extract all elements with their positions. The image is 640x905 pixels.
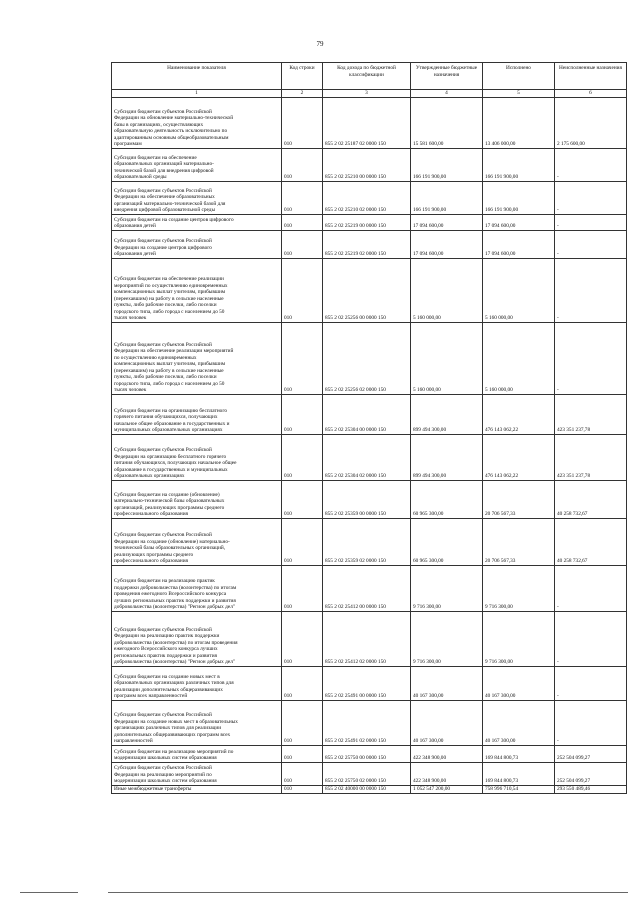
table-row [112, 762, 627, 785]
indicator-name-line: организаций, реализующих программы среднего [114, 504, 225, 511]
header-indicator-name: Наименование показателя [112, 63, 282, 90]
indicator-name-line: Субсидии бюджетам на создание новых мест в [114, 673, 220, 680]
indicator-name-cell [112, 785, 282, 793]
indicator-name-line: городского типа, либо города с населением до 50 [114, 308, 225, 315]
indicator-name-line: Федерации на обновление материально-технической [114, 115, 234, 121]
indicator-name-line: региональных практик поддержки и развития [114, 652, 217, 659]
budget-code-cell: 855 2 02 25491 02 0000 150 [323, 700, 411, 745]
indicator-name-cell [112, 480, 282, 518]
table-row [112, 518, 627, 565]
indicator-name-line: технической базы образовательных организаций, [114, 545, 226, 551]
budget-code-cell: 855 2 02 25304 02 0000 150 [323, 434, 411, 480]
executed-amount-cell: 169 844 800,73 [483, 762, 555, 785]
approved-amount-cell: 422 348 900,00 [411, 762, 483, 785]
budget-code-cell: 855 2 02 25750 02 0000 150 [323, 762, 411, 785]
indicator-name-line: образовательных организациях [114, 473, 185, 479]
indicator-name-line: образовательных организациях различных типов для [114, 680, 234, 686]
indicator-name-cell [112, 565, 282, 611]
line-code-cell: 010 [282, 214, 323, 230]
indicator-name-line: Субсидии бюджетам на реализацию мероприятий по [114, 748, 234, 755]
indicator-name-cell [112, 611, 282, 666]
indicator-name-cell [112, 258, 282, 322]
table-row [112, 148, 627, 181]
approved-amount-cell: 40 167 300,00 [411, 700, 483, 745]
line-code-cell: 010 [282, 762, 323, 785]
remaining-amount-cell: - [555, 611, 627, 666]
budget-code-cell: 855 2 02 40000 00 0000 150 [323, 785, 411, 793]
indicator-name-line: Федерации на реализацию мероприятий по [114, 771, 212, 778]
executed-amount-cell: 5 160 000,00 [483, 322, 555, 394]
indicator-name-line: горячего питания обучающихся, получающих [114, 414, 218, 420]
indicator-name-line: тысяч человек [114, 387, 147, 393]
indicator-name-line: дополнительных общеразвивающих программ всех [114, 731, 231, 738]
executed-amount-cell: 20 706 567,33 [483, 480, 555, 518]
column-number-row [112, 90, 627, 98]
line-code-cell: 010 [282, 518, 323, 565]
column-number: 4 [411, 90, 483, 98]
indicator-name-line: Федерации на реализацию практик поддержки [114, 633, 220, 639]
remaining-amount-cell: - [555, 322, 627, 394]
indicator-name-line: образовательной среды [114, 174, 167, 180]
approved-amount-cell: 899 494 300,00 [411, 394, 483, 434]
executed-amount-cell: 40 167 300,00 [483, 700, 555, 745]
budget-code-cell: 855 2 02 25491 00 0000 150 [323, 666, 411, 700]
indicator-name-cell [112, 148, 282, 181]
header-remaining: Неисполненные назначения [555, 63, 627, 90]
table-row [112, 230, 627, 258]
remaining-amount-cell: - [555, 666, 627, 700]
remaining-amount-cell: 423 351 237,78 [555, 394, 627, 434]
remaining-amount-cell: 2 175 600,00 [555, 97, 627, 148]
table-body [112, 97, 627, 793]
approved-amount-cell: 40 167 300,00 [411, 666, 483, 700]
budget-code-cell: 855 2 02 25750 00 0000 150 [323, 745, 411, 762]
column-number: 5 [483, 90, 555, 98]
indicator-name-line: Субсидии бюджетам субъектов Российской [114, 532, 212, 538]
line-code-cell: 010 [282, 700, 323, 745]
indicator-name-line: образования детей [114, 223, 156, 229]
approved-amount-cell: 166 191 900,00 [411, 181, 483, 214]
line-code-cell: 010 [282, 97, 323, 148]
indicator-name-cell [112, 230, 282, 258]
remaining-amount-cell: 293 550 489,46 [555, 785, 627, 793]
table-row [112, 785, 627, 793]
table-row [112, 666, 627, 700]
line-code-cell: 010 [282, 148, 323, 181]
indicator-name-line: Субсидии бюджетам субъектов Российской [114, 108, 212, 115]
indicator-name-line: добровольчества (волонтерства) "Регион добрых дел" [114, 604, 236, 610]
indicator-name-line: Субсидии бюджетам на реализацию практик [114, 578, 215, 584]
line-code-cell: 010 [282, 666, 323, 700]
approved-amount-cell: 166 191 900,00 [411, 148, 483, 181]
indicator-name-line: Федерации на создание новых мест в образовательных [114, 718, 238, 725]
indicator-name-line: добровольчества (волонтерства) "Регион добрых дел" [114, 659, 236, 665]
column-number: 6 [555, 90, 627, 98]
indicator-name-cell [112, 214, 282, 230]
line-code-cell: 010 [282, 181, 323, 214]
indicator-name-line: Федерации на создание центров цифрового [114, 244, 212, 251]
indicator-name-line: Субсидии бюджетам на обеспечение реализации [114, 276, 224, 282]
indicator-name-line: программ всех направленностей [114, 693, 188, 699]
executed-amount-cell: 476 143 062,22 [483, 394, 555, 434]
table-row [112, 434, 627, 480]
indicator-name-cell [112, 745, 282, 762]
indicator-name-line: пункты, либо рабочие поселки, либо поселки [114, 374, 217, 380]
budget-code-cell: 855 2 02 25304 00 0000 150 [323, 394, 411, 434]
indicator-name-cell [112, 518, 282, 565]
executed-amount-cell: 40 167 300,00 [483, 666, 555, 700]
line-code-cell: 010 [282, 785, 323, 793]
remaining-amount-cell: - [555, 565, 627, 611]
indicator-name-line: муниципальных образовательных организациях [114, 427, 223, 433]
indicator-name-line: базы в организациях, осуществляющих [114, 121, 204, 128]
indicator-name-line: лучших региональных практик поддержки и развития [114, 597, 236, 604]
indicator-name-line: Иные межбюджетные трансферты [114, 786, 192, 792]
remaining-amount-cell: 40 258 732,67 [555, 518, 627, 565]
line-code-cell: 010 [282, 611, 323, 666]
executed-amount-cell: 13 406 000,00 [483, 97, 555, 148]
indicator-name-line: тысяч человек [114, 315, 147, 321]
indicator-name-line: начальное общее образование в государственных и [114, 420, 230, 427]
indicator-name-cell [112, 700, 282, 745]
indicator-name-line: городского типа, либо города с населением до 50 [114, 380, 225, 387]
indicator-name-line: Субсидии бюджетам субъектов Российской [114, 187, 212, 194]
approved-amount-cell: 9 716 300,00 [411, 611, 483, 666]
indicator-name-line: (переехавшим) на работу в сельские населенные [114, 367, 224, 374]
indicator-name-line: адаптированным основным общеобразовательным [114, 134, 229, 141]
header-executed: Исполнено [483, 63, 555, 90]
indicator-name-line: внедрения цифровой образовательной среды [114, 207, 216, 213]
indicator-name-line: компенсационных выплат учителям, прибывшим [114, 289, 226, 295]
line-code-cell: 010 [282, 434, 323, 480]
budget-code-cell: 855 2 02 25256 00 0000 150 [323, 258, 411, 322]
table-row [112, 611, 627, 666]
indicator-name-line: программам [114, 141, 142, 147]
table-row [112, 258, 627, 322]
indicator-name-line: Субсидии бюджетам субъектов Российской [114, 626, 212, 633]
indicator-name-line: проведения ежегодного Всероссийского конкурса [114, 591, 227, 597]
indicator-name-line: Субсидии бюджетам субъектов Российской [114, 765, 212, 771]
indicator-name-line: Субсидии бюджетам на обеспечение [114, 154, 197, 161]
executed-amount-cell: 17 094 600,00 [483, 214, 555, 230]
indicator-name-line: добровольчества (волонтерства) по итогам проведения [114, 639, 238, 646]
table-row [112, 394, 627, 434]
executed-amount-cell: 17 094 600,00 [483, 230, 555, 258]
indicator-name-cell [112, 97, 282, 148]
line-code-cell: 010 [282, 565, 323, 611]
indicator-name-line: организациях различных типов для реализации [114, 725, 222, 731]
indicator-name-line: модернизации школьных систем образования [114, 778, 217, 784]
approved-amount-cell: 899 494 300,00 [411, 434, 483, 480]
remaining-amount-cell: - [555, 214, 627, 230]
remaining-amount-cell: - [555, 181, 627, 214]
header-approved: Утвержденные бюджетные назначения [411, 63, 483, 90]
line-code-cell: 010 [282, 258, 323, 322]
footer-rule [108, 892, 628, 893]
budget-code-cell: 855 2 02 25412 00 0000 150 [323, 565, 411, 611]
header-line-code: Код строки [282, 63, 323, 90]
indicator-name-line: ежегодного Всероссийского конкурса лучших [114, 646, 218, 652]
approved-amount-cell: 422 348 900,00 [411, 745, 483, 762]
indicator-name-line: компенсационных выплат учителям, прибывшим [114, 361, 226, 367]
remaining-amount-cell: 423 351 237,78 [555, 434, 627, 480]
line-code-cell: 010 [282, 745, 323, 762]
approved-amount-cell: 15 581 600,00 [411, 97, 483, 148]
indicator-name-line: Субсидии бюджетам субъектов Российской [114, 341, 212, 348]
page-number: 79 [316, 40, 324, 48]
approved-amount-cell: 1 052 547 200,00 [411, 785, 483, 793]
remaining-amount-cell: 252 504 099,27 [555, 745, 627, 762]
indicator-name-line: профессионального образования [114, 558, 188, 564]
indicator-name-line: пункты, либо рабочие поселки, либо поселки [114, 302, 217, 308]
indicator-name-line: Субсидии бюджетам на создание (обновление) [114, 491, 220, 498]
indicator-name-line: образования детей [114, 251, 156, 257]
line-code-cell: 010 [282, 230, 323, 258]
indicator-name-line: Федерации на обеспечение образовательных [114, 194, 215, 200]
budget-code-cell: 855 2 02 25210 00 0000 150 [323, 148, 411, 181]
indicator-name-line: реализации дополнительных общеразвивающих [114, 686, 223, 693]
indicator-name-line: Федерации на создание (обновление) материально- [114, 538, 230, 545]
indicator-name-cell [112, 322, 282, 394]
table-header-row [112, 63, 627, 90]
executed-amount-cell: 20 706 567,33 [483, 518, 555, 565]
approved-amount-cell: 17 094 600,00 [411, 214, 483, 230]
indicator-name-line: материально-технической базы образовательных [114, 498, 225, 504]
table-row [112, 700, 627, 745]
remaining-amount-cell: 40 258 732,67 [555, 480, 627, 518]
indicator-name-line: питания обучающихся, получающих начальное общее [114, 460, 237, 466]
executed-amount-cell: 5 160 000,00 [483, 258, 555, 322]
budget-code-cell: 855 2 02 25210 02 0000 150 [323, 181, 411, 214]
column-number: 3 [323, 90, 411, 98]
table-row [112, 322, 627, 394]
indicator-name-line: Субсидии бюджетам субъектов Российской [114, 712, 212, 718]
budget-code-cell: 855 2 02 25359 00 0000 150 [323, 480, 411, 518]
line-code-cell: 010 [282, 394, 323, 434]
table-row [112, 745, 627, 762]
indicator-name-line: реализующих программы среднего [114, 551, 194, 558]
indicator-name-line: образовательных организаций материально- [114, 161, 214, 167]
executed-amount-cell: 169 844 800,73 [483, 745, 555, 762]
column-number: 2 [282, 90, 323, 98]
budget-code-cell: 855 2 02 25219 02 0000 150 [323, 230, 411, 258]
table-row [112, 565, 627, 611]
approved-amount-cell: 17 094 600,00 [411, 230, 483, 258]
indicator-name-cell [112, 666, 282, 700]
remaining-amount-cell: - [555, 230, 627, 258]
budget-code-cell: 855 2 02 25187 02 0000 150 [323, 97, 411, 148]
indicator-name-line: Субсидии бюджетам на создание центров цифрового [114, 216, 234, 223]
approved-amount-cell: 9 716 300,00 [411, 565, 483, 611]
executed-amount-cell: 758 996 710,54 [483, 785, 555, 793]
indicator-name-line: Субсидии бюджетам субъектов Российской [114, 238, 212, 244]
indicator-name-line: (переехавшим) на работу в сельские населенные [114, 295, 224, 302]
budget-code-cell: 855 2 02 25359 02 0000 150 [323, 518, 411, 565]
executed-amount-cell: 9 716 300,00 [483, 611, 555, 666]
indicator-name-line: профессионального образования [114, 511, 188, 517]
indicator-name-line: организаций материально-технической базой для [114, 200, 226, 207]
indicator-name-line: Субсидии бюджетам субъектов Российской [114, 447, 212, 453]
indicator-name-line: Федерации на обеспечение реализации мероприятий [114, 348, 234, 354]
approved-amount-cell: 5 160 000,00 [411, 258, 483, 322]
indicator-name-cell [112, 394, 282, 434]
executed-amount-cell: 166 191 900,00 [483, 148, 555, 181]
column-number: 1 [112, 90, 282, 98]
budget-code-cell: 855 2 02 25256 02 0000 150 [323, 322, 411, 394]
header-budget-code: Код дохода по бюджетной классификации [323, 63, 411, 90]
executed-amount-cell: 476 143 062,22 [483, 434, 555, 480]
table-row [112, 214, 627, 230]
budget-code-cell: 855 2 02 25219 00 0000 150 [323, 214, 411, 230]
executed-amount-cell: 9 716 300,00 [483, 565, 555, 611]
line-code-cell: 010 [282, 480, 323, 518]
remaining-amount-cell: 252 504 099,27 [555, 762, 627, 785]
indicator-name-line: технической базой для внедрения цифровой [114, 167, 214, 174]
indicator-name-cell [112, 181, 282, 214]
indicator-name-line: по осуществлению единовременных [114, 354, 197, 361]
remaining-amount-cell: - [555, 148, 627, 181]
budget-code-cell: 855 2 02 25412 02 0000 150 [323, 611, 411, 666]
approved-amount-cell: 60 965 300,00 [411, 480, 483, 518]
indicator-name-line: образовательную деятельность исключительно по [114, 128, 228, 134]
executed-amount-cell: 166 191 900,00 [483, 181, 555, 214]
indicator-name-line: образование в государственных и муниципальных [114, 466, 228, 473]
indicator-name-line: Субсидии бюджетам на организацию бесплатного [114, 407, 228, 414]
indicator-name-line: модернизации школьных систем образования [114, 755, 217, 761]
table-row [112, 97, 627, 148]
table-row [112, 181, 627, 214]
approved-amount-cell: 60 965 300,00 [411, 518, 483, 565]
indicator-name-line: Федерации на организацию бесплатного горячего [114, 453, 227, 460]
budget-income-table [111, 62, 627, 794]
indicator-name-line: направленностей [114, 738, 153, 744]
line-code-cell: 010 [282, 322, 323, 394]
indicator-name-cell [112, 434, 282, 480]
remaining-amount-cell: - [555, 258, 627, 322]
remaining-amount-cell: - [555, 700, 627, 745]
footer-rule [20, 892, 78, 893]
table-row [112, 480, 627, 518]
indicator-name-cell [112, 762, 282, 785]
approved-amount-cell: 5 160 000,00 [411, 322, 483, 394]
indicator-name-line: поддержки добровольчества (волонтерства) по итогам [114, 584, 237, 591]
indicator-name-line: мероприятий по осуществлению единовременных [114, 282, 228, 289]
